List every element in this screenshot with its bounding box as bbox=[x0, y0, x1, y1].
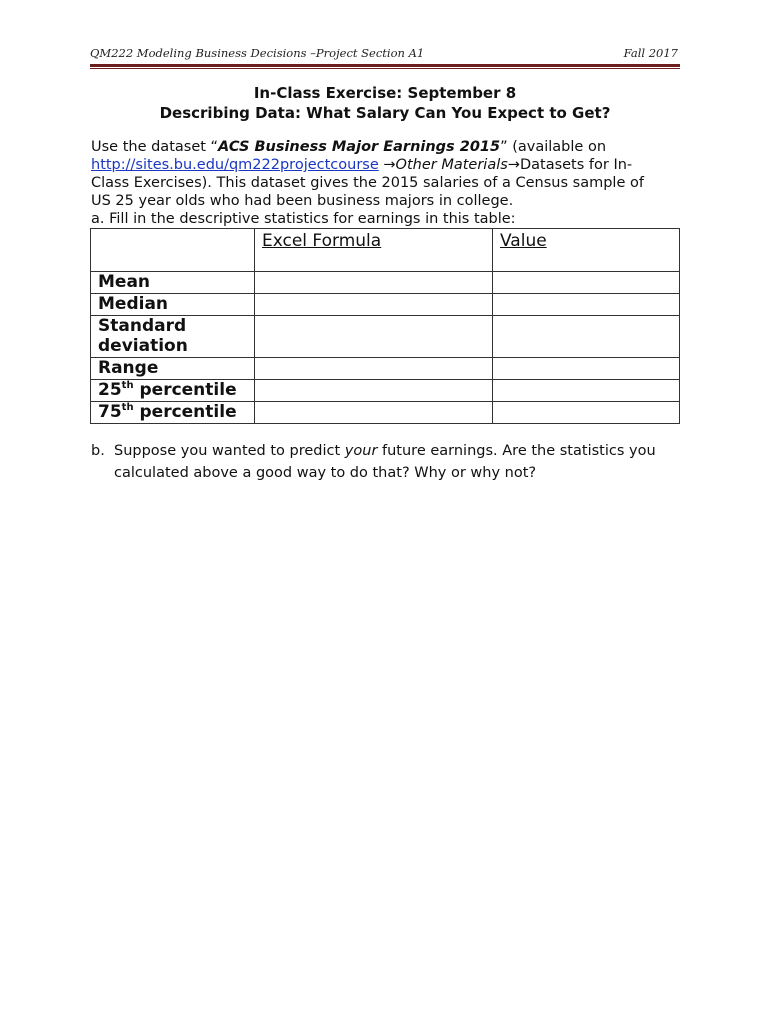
median-formula-cell[interactable] bbox=[255, 294, 493, 316]
p25-word: percentile bbox=[133, 380, 237, 400]
header-excel-formula bbox=[255, 229, 493, 272]
row-label-std-dev bbox=[91, 316, 255, 358]
table-row bbox=[91, 272, 680, 294]
course-link[interactable]: http://sites.bu.edu/qm222projectcourse bbox=[91, 157, 379, 173]
other-materials: Other Materials bbox=[395, 157, 508, 173]
q-text: Suppose you wanted to predict bbox=[114, 443, 345, 459]
std-formula-cell[interactable] bbox=[255, 316, 493, 358]
question-b-text bbox=[114, 440, 691, 484]
p75-formula-cell[interactable] bbox=[255, 402, 493, 424]
intro-line-4: US 25 year olds who had been business majors in college. bbox=[91, 193, 514, 209]
col-value-label: Value bbox=[500, 231, 547, 251]
intro-paragraph bbox=[91, 138, 691, 228]
intro-text: ” (available on bbox=[500, 139, 607, 155]
q-emphasis: your bbox=[344, 443, 378, 459]
median-value-cell[interactable] bbox=[493, 294, 680, 316]
arrow: → bbox=[507, 157, 520, 173]
question-b-label: b. bbox=[91, 443, 105, 459]
table-row bbox=[91, 358, 680, 380]
arrow: → bbox=[378, 157, 396, 173]
row-label-mean: Mean bbox=[91, 272, 255, 294]
table-row bbox=[91, 380, 680, 402]
intro-line-3: Class Exercises). This dataset gives the 2015 salaries of a Census sample of bbox=[91, 175, 644, 191]
p75-suffix: th bbox=[121, 402, 134, 413]
row-label-range: Range bbox=[91, 358, 255, 380]
p75-number: 75 bbox=[98, 402, 122, 422]
header-blank-cell bbox=[91, 229, 255, 272]
p75-value-cell[interactable] bbox=[493, 402, 680, 424]
col-formula-label: Excel Formula bbox=[262, 231, 382, 251]
intro-text: Datasets for In- bbox=[519, 157, 633, 173]
p25-number: 25 bbox=[98, 380, 122, 400]
intro-text: Use the dataset “ bbox=[91, 139, 219, 155]
p25-suffix: th bbox=[121, 380, 134, 391]
p25-formula-cell[interactable] bbox=[255, 380, 493, 402]
intro-line-1 bbox=[91, 138, 691, 156]
exercise-title bbox=[90, 83, 680, 123]
range-formula-cell[interactable] bbox=[255, 358, 493, 380]
table-row bbox=[91, 316, 680, 358]
range-value-cell[interactable] bbox=[493, 358, 680, 380]
statistics-table bbox=[90, 228, 680, 424]
question-b-line-2: calculated above a good way to do that? Why or why not? bbox=[114, 465, 537, 481]
p75-word: percentile bbox=[133, 402, 237, 422]
dataset-name: ACS Business Major Earnings 2015 bbox=[218, 139, 501, 155]
mean-value-cell[interactable] bbox=[493, 272, 680, 294]
header-value bbox=[493, 229, 680, 272]
row-label-median: Median bbox=[91, 294, 255, 316]
table-header-row bbox=[91, 229, 680, 272]
row-label-p25 bbox=[91, 380, 255, 402]
title-line-1: In-Class Exercise: September 8 bbox=[253, 84, 517, 102]
title-line-2: Describing Data: What Salary Can You Expect to Get? bbox=[159, 104, 611, 122]
std-label-1: Standard bbox=[98, 316, 187, 336]
question-a: a. Fill in the descriptive statistics for earnings in this table: bbox=[91, 211, 516, 227]
mean-formula-cell[interactable] bbox=[255, 272, 493, 294]
question-b bbox=[91, 440, 691, 484]
row-label-p75 bbox=[91, 402, 255, 424]
header-rule-thin bbox=[90, 68, 680, 69]
question-b-line-1 bbox=[114, 440, 691, 462]
term-label: Fall 2017 bbox=[623, 46, 678, 60]
table-row bbox=[91, 402, 680, 424]
table-row bbox=[91, 294, 680, 316]
std-value-cell[interactable] bbox=[493, 316, 680, 358]
intro-line-2 bbox=[91, 156, 691, 174]
p25-value-cell[interactable] bbox=[493, 380, 680, 402]
header-rule bbox=[90, 64, 680, 67]
q-text: future earnings. Are the statistics you bbox=[377, 443, 656, 459]
std-label-2: deviation bbox=[98, 336, 188, 356]
course-title: QM222 Modeling Business Decisions –Project Section A1 bbox=[90, 46, 425, 60]
